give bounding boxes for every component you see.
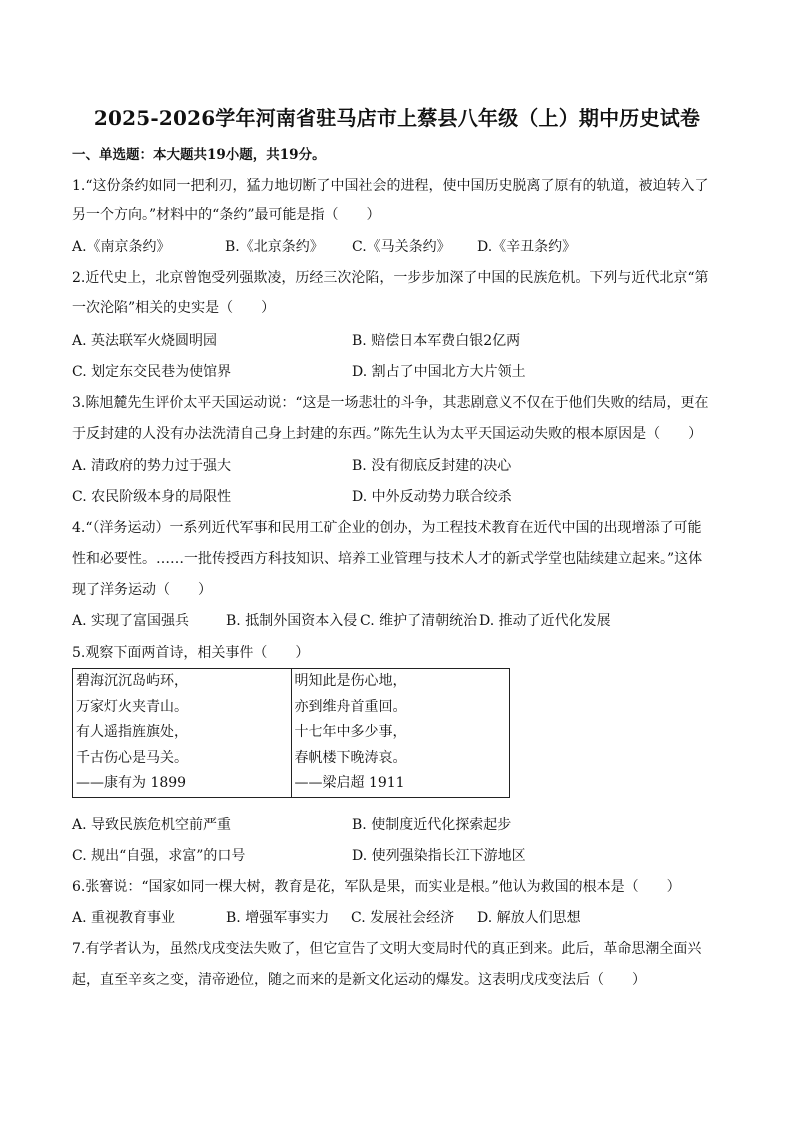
q7-stem-line1: 7.有学者认为，虽然戊戌变法失败了，但它宣告了文明大变局时代的真正到来。此后，革命思潮全面兴: [72, 941, 702, 957]
q5-option-b: B. 使制度近代化探索起步: [352, 817, 512, 833]
q4-option-d: D. 推动了近代化发展: [479, 613, 611, 629]
q6-option-a: A. 重视教育事业: [72, 910, 176, 926]
q4-stem-line2: 性和必要性。……一批传授西方科技知识、培养工业管理与技术人才的新式学堂也陆续建立起来。”这体: [72, 551, 703, 567]
q2-option-d: D. 割占了中国北方大片领土: [352, 364, 526, 380]
poem-right-line: 亦到维舟首重回。: [294, 698, 407, 715]
q7-stem-line2: 起，直至辛亥之变，清帝逊位，随之而来的是新文化运动的爆发。这表明戊戌变法后（ ）: [72, 972, 646, 988]
poem-right-cell: [291, 669, 510, 798]
q1-option-b: B.《北京条约》: [225, 239, 324, 255]
q4-stem-line3: 现了洋务运动（ ）: [72, 582, 212, 598]
poem-table: [72, 668, 510, 798]
q2-option-c: C. 划定东交民巷为使馆界: [72, 364, 232, 380]
q5-stem-line1: 5.观察下面两首诗，相关事件（ ）: [72, 645, 310, 661]
section-heading: 一、单选题：本大题共19小题，共19分。: [72, 147, 326, 163]
q1-option-c: C.《马关条约》: [352, 239, 451, 255]
q3-option-b: B. 没有彻底反封建的决心: [352, 458, 512, 474]
q2-option-a: A. 英法联军火烧圆明园: [72, 333, 218, 349]
poem-right-author: ——梁启超 1911: [294, 775, 405, 792]
q3-option-c: C. 农民阶级本身的局限性: [72, 489, 232, 505]
q3-option-d: D. 中外反动势力联合绞杀: [352, 489, 512, 505]
q4-option-c: C. 维护了清朝统治: [360, 613, 478, 629]
q1-option-a: A.《南京条约》: [72, 239, 171, 255]
poem-right-line: 明知此是伤心地，: [294, 673, 407, 689]
q2-stem-line1: 2.近代史上，北京曾饱受列强欺凌，历经三次沦陷，一步步加深了中国的民族危机。下列与近代北京“第: [72, 270, 709, 286]
poem-left-line: 碧海沉沉岛屿环，: [76, 673, 188, 689]
poem-right-line: 春帆楼下晚涛哀。: [294, 749, 407, 766]
q2-stem-line2: 一次沦陷”相关的史实是（ ）: [72, 300, 276, 316]
q1-option-d: D.《辛丑条约》: [477, 239, 577, 255]
q5-option-d: D. 使列强染指长江下游地区: [352, 848, 526, 864]
poem-left-line: 万家灯火夹青山。: [76, 698, 188, 715]
q3-option-a: A. 清政府的势力过于强大: [72, 458, 232, 474]
q5-option-c: C. 规出“自强，求富”的口号: [72, 848, 246, 864]
q4-stem-line1: 4.“（洋务运动）一系列近代军事和民用工矿企业的创办，为工程技术教育在近代中国的出现增添了可能: [72, 520, 702, 536]
q2-option-b: B. 赔偿日本军费白银2亿两: [352, 333, 521, 349]
poem-left-line: 千古伤心是马关。: [76, 749, 188, 766]
exam-title: 2025-2026学年河南省驻马店市上蔡县八年级（上）期中历史试卷: [93, 106, 701, 130]
q4-option-a: A. 实现了富国强兵: [72, 613, 190, 629]
poem-left-line: 有人遥指旌旗处，: [76, 724, 188, 741]
q6-option-b: B. 增强军事实力: [226, 910, 330, 926]
poem-right-line: 十七年中多少事，: [294, 724, 407, 741]
q3-stem-line1: 3.陈旭麓先生评价太平天国运动说：“这是一场悲壮的斗争，其悲剧意义不仅在于他们失败的结局，更在: [72, 395, 709, 411]
poem-left-cell: [73, 669, 292, 798]
q1-stem-line1: 1.“这份条约如同一把利刃，猛力地切断了中国社会的进程，使中国历史脱离了原有的轨道，被迫转入了: [72, 178, 709, 194]
q4-option-b: B. 抵制外国资本入侵: [226, 613, 358, 629]
poem-left-author: ——康有为 1899: [76, 775, 187, 792]
q5-option-a: A. 导致民族危机空前严重: [72, 817, 232, 833]
q6-stem-line1: 6.张謇说：“国家如同一棵大树，教育是花，军队是果，而实业是根。”他认为救国的根本是（ ）: [72, 879, 681, 895]
q3-stem-line2: 于反封建的人没有办法洗清自己身上封建的东西。”陈先生认为太平天国运动失败的根本原因是（ ）: [72, 426, 703, 442]
q6-option-d: D. 解放人们思想: [477, 910, 581, 926]
q6-option-c: C. 发展社会经济: [351, 910, 455, 926]
q1-stem-line2: 另一个方向。”材料中的“条约”最可能是指（ ）: [72, 207, 381, 223]
